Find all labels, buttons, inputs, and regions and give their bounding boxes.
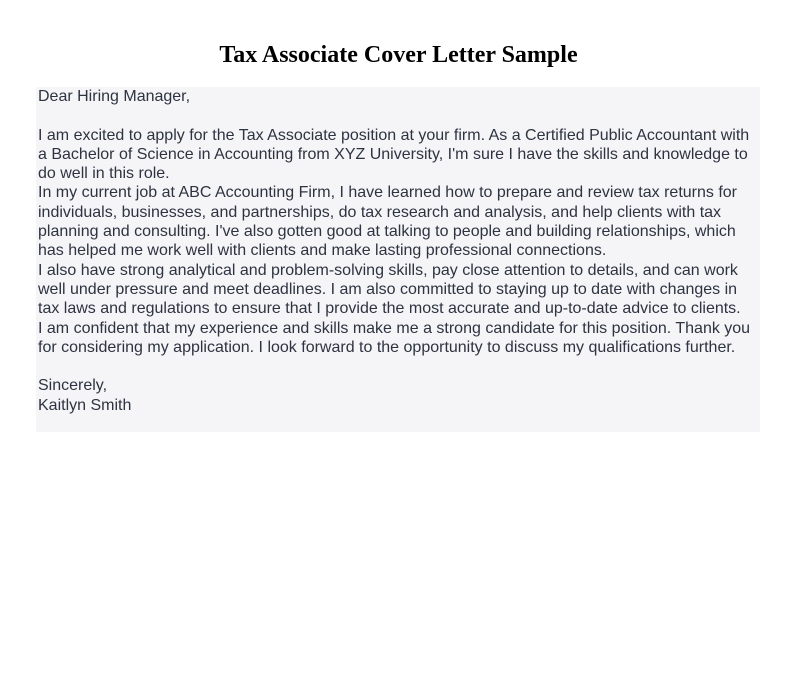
signature: Kaitlyn Smith [38,396,132,414]
paragraph-intro: I am excited to apply for the Tax Associate position at your firm. As a Certified Public Accountant with a Bachelor of Science in Accounting from XYZ University, I'm sure I have the skills and knowledge to do well in this role. [38,126,750,183]
closing: Sincerely, [38,377,108,395]
spacer [38,106,760,125]
salutation: Dear Hiring Manager, [38,88,191,105]
paragraph-conclusion: I am confident that my experience and skills make me a strong candidate for this position. Thank you for considering my application. I look forward to the opportunity to discuss my qualifications further. [38,319,751,356]
cover-letter-body [36,87,760,432]
spacer [38,357,760,376]
paragraph-experience: In my current job at ABC Accounting Firm, I have learned how to prepare and review tax returns for individuals, businesses, and partnerships, do tax research and analysis, and help clients with tax planning and consulting. I've also gotten good at talking to people and building relationships, which has helped me work well with clients and make lasting professional connections. [38,184,738,260]
paragraph-skills: I also have strong analytical and problem-solving skills, pay close attention to details, and can work well under pressure and meet deadlines. I am also committed to staying up to date with changes in tax laws and regulations to ensure that I provide the most accurate and up-to-date advice to clients. [38,261,741,318]
page-title: Tax Associate Cover Letter Sample [219,42,578,68]
